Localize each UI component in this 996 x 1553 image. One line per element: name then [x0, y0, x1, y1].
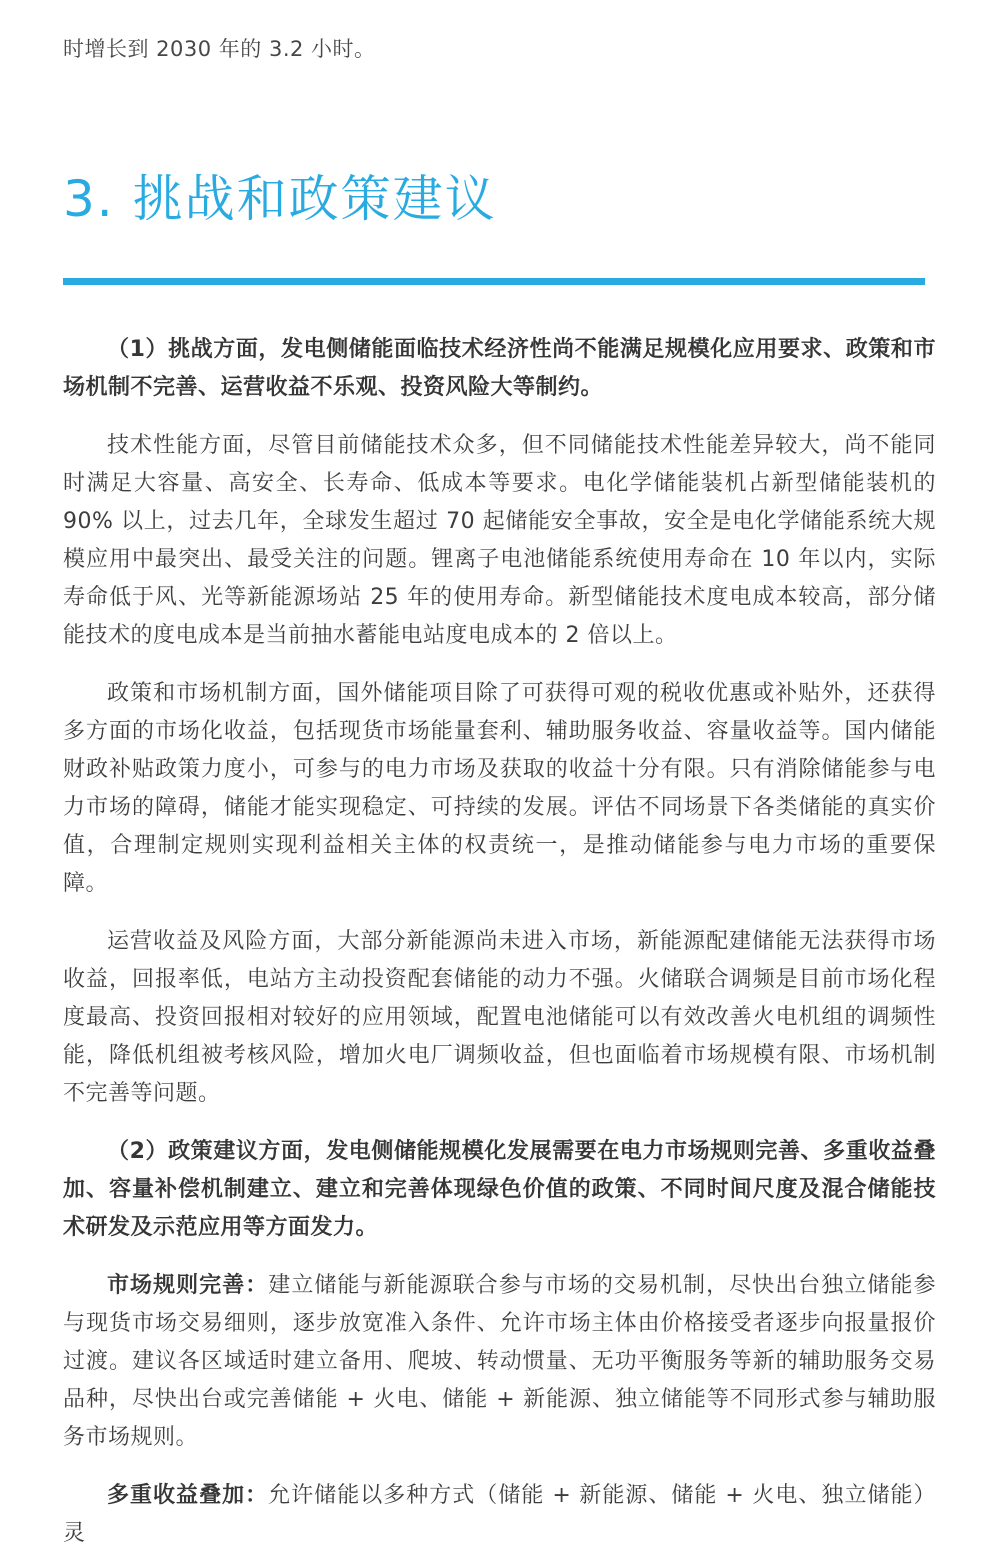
- paragraph-technical-performance: 技术性能方面，尽管目前储能技术众多，但不同储能技术性能差异较大，尚不能同时满足大容量、高安全、长寿命、低成本等要求。电化学储能装机占新型储能装机的 90% 以上，过去几年，全球发生超过 70 起储能安全事故，安全是电化学储能系统大规模应用中最突出、最受关注的问题。锂离子电池储能系统使用寿命在 10 年以内，实际寿命低于风、光等新能源场站 25 年的使用寿命。新型储能技术度电成本较高，部分储能技术的度电成本是当前抽水蓄能电站度电成本的 2 倍以上。: [63, 433, 936, 648]
- paragraph-multiple-revenue-stacking-lead: 多重收益叠加：: [107, 1483, 269, 1508]
- paragraph-operating-revenue-risk: 运营收益及风险方面，大部分新能源尚未进入市场，新能源配建储能无法获得市场收益，回报率低，电站方主动投资配套储能的动力不强。火储联合调频是目前市场化程度最高、投资回报相对较好的应用领域，配置电池储能可以有效改善火电机组的调频性能，降低机组被考核风险，增加火电厂调频收益，但也面临着市场规模有限、市场机制不完善等问题。: [63, 929, 936, 1106]
- paragraph-multiple-revenue-stacking: [63, 1477, 936, 1553]
- intro-line: 时增长到 2030 年的 3.2 小时。: [63, 37, 376, 61]
- body-text: [63, 331, 936, 1553]
- section-heading: 3. 挑战和政策建议: [63, 170, 497, 228]
- paragraph-multiple-revenue-stacking-text: 允许储能以多种方式（储能 + 新能源、储能 + 火电、独立储能）灵: [63, 1483, 936, 1546]
- paragraph-market-rules: [63, 1267, 936, 1457]
- section-divider: [63, 278, 925, 285]
- paragraph-challenges-summary: （1）挑战方面，发电侧储能面临技术经济性尚不能满足规模化应用要求、政策和市场机制不完善、运营收益不乐观、投资风险大等制约。: [63, 337, 936, 400]
- paragraph-policy-recommendations-summary: （2）政策建议方面，发电侧储能规模化发展需要在电力市场规则完善、多重收益叠加、容量补偿机制建立、建立和完善体现绿色价值的政策、不同时间尺度及混合储能技术研发及示范应用等方面发力。: [63, 1139, 936, 1240]
- paragraph-policy-market-mechanism: 政策和市场机制方面，国外储能项目除了可获得可观的税收优惠或补贴外，还获得多方面的市场化收益，包括现货市场能量套利、辅助服务收益、容量收益等。国内储能财政补贴政策力度小，可参与的电力市场及获取的收益十分有限。只有消除储能参与电力市场的障碍，储能才能实现稳定、可持续的发展。评估不同场景下各类储能的真实价值，合理制定规则实现利益相关主体的权责统一，是推动储能参与电力市场的重要保障。: [63, 681, 936, 896]
- paragraph-market-rules-text: 建立储能与新能源联合参与市场的交易机制，尽快出台独立储能参与现货市场交易细则，逐步放宽准入条件、允许市场主体由价格接受者逐步向报量报价过渡。建议各区域适时建立备用、爬坡、转动惯量、无功平衡服务等新的辅助服务交易品种，尽快出台或完善储能 + 火电、储能 + 新能源、独立储能等不同形式参与辅助服务市场规则。: [63, 1273, 936, 1450]
- paragraph-market-rules-lead: 市场规则完善：: [107, 1273, 269, 1298]
